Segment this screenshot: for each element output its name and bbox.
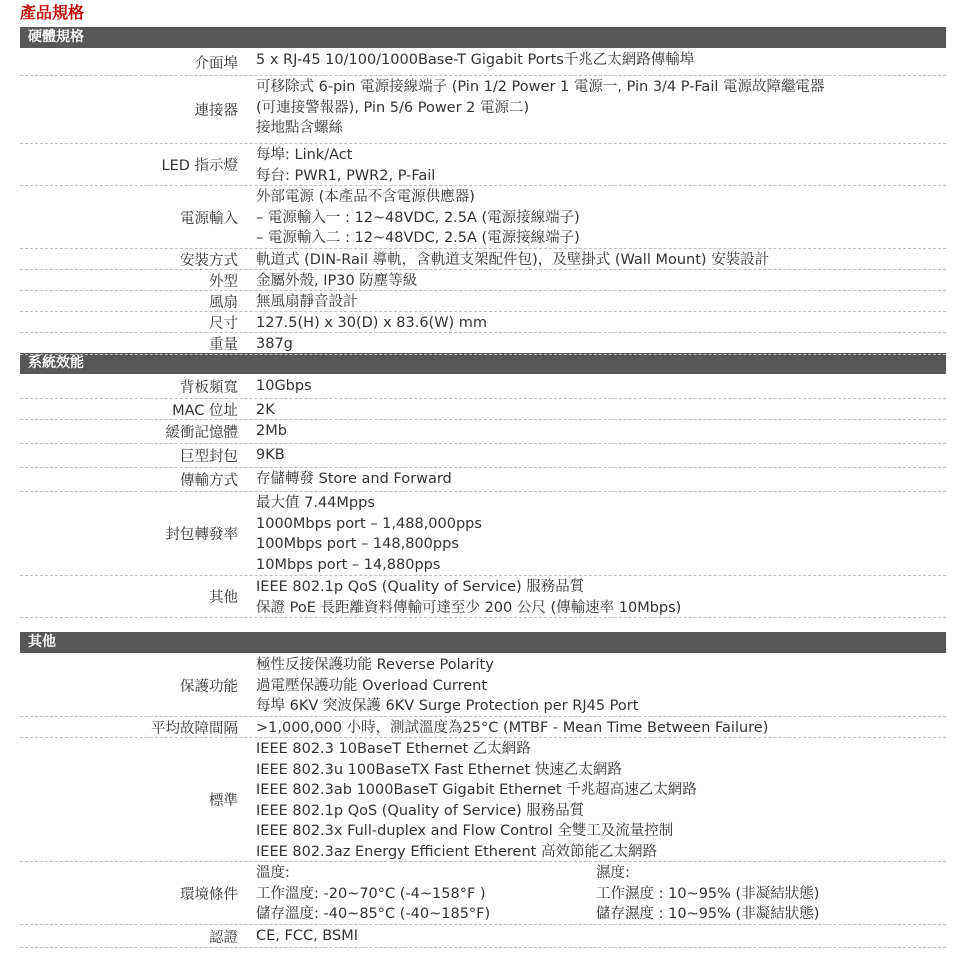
- spec-value-line: 127.5(H) x 30(D) x 83.6(W) mm: [256, 315, 488, 331]
- spec-value: [256, 926, 946, 947]
- spec-label: 尺寸: [209, 315, 238, 332]
- spec-value-line: 過電壓保護功能 Overload Current: [256, 677, 488, 694]
- spec-value-line: 軌道式 (DIN-Rail 導軌，含軌道支架配件包)，及壁掛式 (Wall Mount) 安裝設計: [256, 252, 770, 268]
- spec-value: [256, 376, 946, 397]
- spec-label: 連接器: [194, 103, 238, 119]
- spec-value: [256, 271, 946, 292]
- spec-label: 安裝方式: [180, 252, 238, 269]
- spec-value-line: IEEE 802.1p QoS (Quality of Service) 服務品質: [256, 802, 585, 819]
- spec-value-line: IEEE 802.3 10BaseT Ethernet 乙太網路: [256, 741, 531, 757]
- spec-row: [20, 444, 946, 468]
- spec-value: [256, 292, 946, 313]
- spec-value: [256, 250, 946, 271]
- spec-label: 介面埠: [194, 55, 238, 72]
- spec-row: [20, 249, 946, 270]
- spec-value: [256, 445, 946, 466]
- spec-value: [256, 50, 946, 71]
- spec-row: [20, 76, 946, 144]
- spec-row: [20, 333, 946, 355]
- spec-label: 保護功能: [180, 678, 238, 695]
- spec-value-line: IEEE 802.3az Energy Efficient Etherent 高效節能乙太網路: [256, 843, 657, 860]
- spec-label: 背板頻寬: [180, 380, 238, 396]
- spec-value: [256, 655, 946, 717]
- spec-value-line: IEEE 802.3ab 1000BaseT Gigabit Ethernet 千兆超高速乙太網路: [256, 782, 697, 798]
- spec-value-line: 金屬外殼, IP30 防塵等級: [256, 273, 418, 289]
- spec-label: 重量: [209, 337, 238, 353]
- spec-value-line: >1,000,000 小時，測試溫度為25°C (MTBF - Mean Time Between Failure): [256, 720, 769, 736]
- spec-value: [256, 577, 946, 618]
- spec-row: [20, 717, 946, 738]
- section-header-performance: 系統效能: [20, 353, 946, 374]
- spec-row: [20, 654, 946, 717]
- spec-label: 風扇: [209, 294, 238, 311]
- spec-value-line: 極性反接保護功能 Reverse Polarity: [256, 657, 494, 673]
- page-title: 產品規格: [20, 3, 85, 22]
- spec-value: [256, 493, 946, 575]
- spec-value: [256, 400, 946, 421]
- spec-value-line: 保證 PoE 長距離資料傳輸可達至少 200 公尺 (傳輸速率 10Mbps): [256, 599, 682, 616]
- section-header-hardware: 硬體規格: [20, 27, 946, 48]
- spec-value-line: 無風扇靜音設計: [256, 294, 358, 310]
- spec-row: [20, 399, 946, 420]
- spec-label: 其他: [209, 590, 238, 606]
- spec-label: LED 指示燈: [161, 158, 238, 174]
- spec-value: [256, 145, 946, 186]
- spec-value-line: 2K: [256, 402, 275, 418]
- spec-value-line: 2Mb: [256, 423, 287, 439]
- spec-value-line: 外部電源 (本產品不含電源供應器): [256, 189, 475, 205]
- spec-value-line: IEEE 802.1p QoS (Quality of Service) 服務品質: [256, 579, 585, 595]
- spec-row: [20, 862, 946, 925]
- spec-value-line: 最大值 7.44Mpps: [256, 495, 375, 511]
- spec-value-line: 9KB: [256, 447, 285, 463]
- spec-row: [20, 49, 946, 76]
- spec-value-line: 387g: [256, 336, 293, 352]
- spec-row: [20, 738, 946, 862]
- spec-row: [20, 420, 946, 444]
- spec-value-line: 每埠: Link/Act: [256, 147, 353, 163]
- spec-value-line: 每台: PWR1, PWR2, P-Fail: [256, 167, 436, 184]
- section-header-others: 其他: [20, 632, 946, 653]
- spec-row: [20, 144, 946, 186]
- spec-value-line: 存儲轉發 Store and Forward: [256, 471, 452, 487]
- spec-value-line: CE, FCC, BSMI: [256, 928, 358, 944]
- spec-row: [20, 468, 946, 492]
- spec-row: [20, 312, 946, 333]
- spec-row: [20, 291, 946, 312]
- spec-row: [20, 270, 946, 291]
- spec-value-line: 儲存溫度: -40~85°C (-40~185°F): [256, 906, 491, 922]
- spec-value-line: – 電源輸入二 : 12~48VDC, 2.5A (電源接線端子): [256, 230, 580, 246]
- spec-value-line: 10Mbps port – 14,880pps: [256, 556, 441, 573]
- spec-value: [256, 187, 946, 249]
- spec-value-line: 工作濕度 : 10~95% (非凝結狀態): [596, 885, 820, 902]
- spec-label: 平均故障間隔: [151, 720, 238, 737]
- spec-value-line: 接地點含螺絲: [256, 120, 343, 136]
- spec-value-line: 溫度:: [256, 865, 290, 881]
- spec-label: 標準: [209, 793, 238, 809]
- spec-value: [256, 739, 946, 862]
- spec-value: [256, 863, 946, 925]
- spec-label: 封包轉發率: [165, 527, 238, 543]
- spec-value: [256, 421, 946, 442]
- spec-value-line: 10Gbps: [256, 378, 312, 394]
- spec-row: [20, 576, 946, 618]
- spec-value-line: 1000Mbps port – 1,488,000pps: [256, 515, 482, 532]
- spec-value: [256, 313, 946, 334]
- spec-value-line: IEEE 802.3u 100BaseTX Fast Ethernet 快速乙太網路: [256, 761, 622, 778]
- spec-row: [20, 925, 946, 948]
- spec-value-line: 5 x RJ-45 10/100/1000Base-T Gigabit Ports千兆乙太網路傳輸埠: [256, 52, 695, 68]
- spec-label: 環境條件: [180, 886, 238, 903]
- spec-row: [20, 375, 946, 399]
- spec-value: [256, 77, 946, 139]
- spec-value-line: 儲存濕度 : 10~95% (非凝結狀態): [596, 906, 820, 922]
- spec-value-line: 濕度:: [596, 865, 630, 881]
- spec-value-line: 100Mbps port – 148,800pps: [256, 536, 459, 552]
- spec-value: [256, 334, 946, 355]
- spec-value-line: 每埠 6KV 突波保護 6KV Surge Protection per RJ45 Port: [256, 698, 639, 714]
- spec-label: 電源輸入: [180, 210, 238, 227]
- spec-value-line: IEEE 802.3x Full-duplex and Flow Control 全雙工及流量控制: [256, 823, 674, 839]
- spec-label: 認證: [209, 929, 238, 946]
- humidity-column: [596, 863, 819, 925]
- spec-value-line: – 電源輸入一 : 12~48VDC, 2.5A (電源接線端子): [256, 209, 580, 226]
- spec-label: 外型: [209, 273, 238, 290]
- spec-value: [256, 718, 946, 739]
- spec-value-line: 工作溫度: -20~70°C (-4~158°F ): [256, 885, 486, 902]
- spec-label: 巨型封包: [180, 449, 238, 465]
- spec-value-line: (可連接警報器), Pin 5/6 Power 2 電源二): [256, 99, 530, 116]
- spec-row: [20, 492, 946, 576]
- spec-value-line: 可移除式 6-pin 電源接線端子 (Pin 1/2 Power 1 電源一, Pin 3/4 P-Fail 電源故障繼電器: [256, 79, 825, 95]
- spec-value: [256, 469, 946, 490]
- spec-row: [20, 186, 946, 249]
- spec-label: 緩衝記憶體: [165, 425, 238, 441]
- spec-label: MAC 位址: [172, 402, 238, 419]
- spec-label: 傳輸方式: [180, 473, 238, 489]
